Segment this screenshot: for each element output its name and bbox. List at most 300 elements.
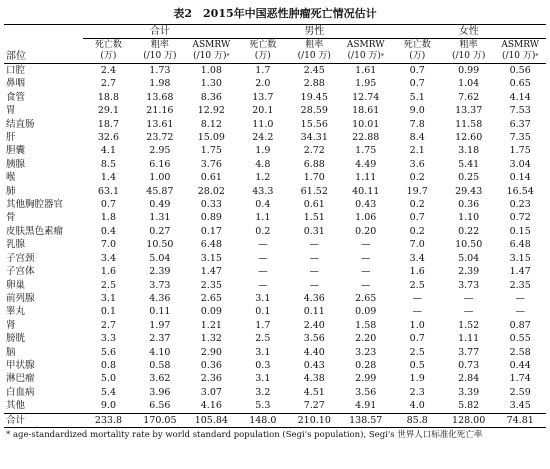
value-cell: 2.39	[458, 266, 480, 278]
value-cell: 9.0	[409, 105, 425, 117]
column-header-line1: 死亡数	[403, 40, 431, 50]
value-cell: 5.04	[149, 252, 171, 264]
value-cell: 0.72	[509, 212, 531, 224]
cancer-site-label: 口腔	[6, 65, 26, 76]
group-header-female: 女性	[391, 25, 546, 39]
value-cell: 0.43	[303, 359, 325, 371]
value-cell: 8.12	[200, 118, 222, 130]
value-cell: 2.58	[509, 346, 531, 358]
value-cell: 4.36	[303, 292, 325, 304]
table-row	[4, 332, 546, 345]
value-cell: 1.04	[458, 78, 480, 90]
value-cell: 2.3	[409, 386, 425, 398]
value-cell: 3.1	[255, 346, 271, 358]
value-cell: 0.2	[409, 225, 425, 237]
value-cell: 20.1	[252, 105, 274, 117]
value-cell: 1.4	[100, 172, 116, 184]
value-cell: —	[463, 306, 474, 318]
value-cell: 4.14	[509, 91, 531, 103]
value-cell: 2.90	[200, 346, 222, 358]
value-cell: 0.73	[458, 359, 480, 371]
value-cell: —	[463, 292, 474, 304]
value-cell: 6.48	[509, 239, 531, 251]
table-row	[4, 252, 546, 265]
value-cell: 0.44	[509, 359, 531, 371]
value-cell: 63.1	[97, 185, 119, 197]
value-cell: 0.2	[409, 172, 425, 184]
value-cell: 2.72	[303, 145, 325, 157]
value-cell: —	[258, 239, 268, 251]
value-cell: 0.36	[200, 359, 222, 371]
value-cell: 10.50	[146, 239, 174, 251]
value-cell: 2.65	[200, 292, 222, 304]
column-header-line1: 死亡数	[94, 40, 122, 50]
column-header-female-1	[443, 39, 494, 64]
value-cell: 2.35	[200, 279, 222, 291]
column-header-total-0	[83, 39, 134, 64]
value-cell: 2.39	[149, 266, 171, 278]
value-cell: 0.49	[149, 199, 171, 211]
value-cell: 3.1	[255, 373, 271, 385]
table-row	[4, 372, 546, 385]
value-cell: 45.87	[146, 185, 174, 197]
value-cell: 19.45	[300, 91, 328, 103]
value-cell: 2.99	[355, 373, 377, 385]
value-cell: 1.75	[509, 145, 531, 157]
cancer-site-label: 乳腺	[6, 239, 26, 251]
value-cell: —	[515, 292, 525, 304]
column-header-line2: (/10 万)	[347, 51, 381, 61]
footnote-marker: *	[226, 53, 230, 60]
column-header-line2: (/10 万)	[502, 51, 536, 61]
value-cell: 8.36	[200, 91, 222, 103]
value-cell: 0.7	[100, 199, 116, 211]
value-cell: 3.1	[255, 292, 271, 304]
value-cell: 138.57	[340, 413, 391, 427]
table-row	[4, 399, 546, 413]
value-cell: 1.95	[355, 78, 377, 90]
value-cell: 23.72	[146, 132, 174, 144]
value-cell: 7.0	[100, 239, 116, 251]
value-cell: 1.7	[255, 65, 271, 76]
value-cell: 2.7	[100, 319, 116, 331]
column-header-line2: (/10 万)	[297, 51, 331, 61]
value-cell: 3.4	[409, 252, 425, 264]
value-cell: 1.47	[509, 266, 531, 278]
value-cell: 0.09	[355, 306, 377, 318]
value-cell: 7.53	[509, 105, 531, 117]
value-cell: 10.01	[352, 118, 380, 130]
value-cell: 9.0	[100, 400, 116, 412]
column-header-total-2	[186, 39, 237, 64]
value-cell: 0.55	[509, 333, 531, 345]
cancer-site-label: 喉	[6, 172, 16, 184]
value-cell: 18.8	[97, 91, 119, 103]
cancer-site-label: 膀胱	[6, 333, 26, 345]
value-cell: 0.5	[409, 359, 425, 371]
column-header-female-2	[494, 39, 546, 64]
value-cell: 1.73	[149, 65, 171, 76]
value-cell: 13.61	[146, 118, 174, 130]
group-header-total: 合计	[83, 25, 237, 39]
value-cell: 3.1	[100, 292, 116, 304]
value-cell: 0.11	[149, 306, 171, 318]
value-cell: 7.62	[458, 91, 480, 103]
value-cell: 0.99	[458, 65, 480, 76]
value-cell: 13.37	[455, 105, 483, 117]
value-cell: 24.2	[252, 132, 274, 144]
value-cell: 28.59	[300, 105, 328, 117]
value-cell: 0.11	[303, 306, 325, 318]
value-cell: 3.15	[509, 252, 531, 264]
value-cell: 4.49	[355, 158, 377, 170]
footnote-marker: *	[380, 53, 384, 60]
value-cell: 40.11	[352, 185, 380, 197]
value-cell: 4.51	[303, 386, 325, 398]
value-cell: 3.3	[100, 333, 116, 345]
value-cell: 0.14	[509, 172, 531, 184]
value-cell: 3.39	[458, 386, 480, 398]
value-cell: 0.87	[509, 319, 531, 331]
value-cell: 4.0	[409, 400, 425, 412]
value-cell: —	[360, 239, 371, 251]
cancer-site-label: 肺	[6, 185, 16, 197]
value-cell: 0.2	[409, 199, 425, 211]
value-cell: 0.20	[355, 225, 377, 237]
value-cell: 0.61	[303, 199, 325, 211]
value-cell: 6.88	[303, 158, 325, 170]
value-cell: 5.82	[458, 400, 480, 412]
value-cell: 4.36	[149, 292, 171, 304]
table-row	[4, 279, 546, 292]
cancer-site-label: 肝	[6, 132, 16, 144]
value-cell: 5.3	[255, 400, 271, 412]
value-cell: 3.76	[200, 158, 222, 170]
value-cell: 1.31	[149, 212, 171, 224]
group-header-male: 男性	[237, 25, 391, 39]
site-column-header: 部位	[4, 25, 83, 64]
value-cell: 4.16	[200, 400, 222, 412]
value-cell: —	[309, 266, 320, 278]
cancer-site-label: 卵巢	[6, 279, 26, 291]
table-row	[4, 77, 546, 90]
value-cell: 1.74	[509, 373, 531, 385]
value-cell: 233.8	[83, 413, 134, 427]
value-cell: 4.38	[303, 373, 325, 385]
table-row	[4, 185, 546, 198]
value-cell: 1.6	[100, 266, 116, 278]
column-header-line1: 粗率	[150, 40, 169, 50]
cancer-site-label: 合计	[4, 413, 83, 427]
cancer-site-label: 胆囊	[6, 145, 26, 157]
cancer-site-label: 骨	[6, 212, 16, 224]
value-cell: 6.56	[149, 400, 171, 412]
value-cell: —	[309, 239, 320, 251]
value-cell: 1.0	[409, 319, 425, 331]
table-row	[4, 158, 546, 171]
table-caption: 表2 2015年中国恶性肿瘤死亡情况估计	[173, 7, 377, 20]
value-cell: 85.8	[391, 413, 442, 427]
value-cell: 2.65	[355, 292, 377, 304]
column-header-line2: (/10 万)	[143, 51, 177, 61]
value-cell: 7.8	[409, 118, 425, 130]
value-cell: 2.5	[255, 333, 271, 345]
value-cell: 3.77	[458, 346, 480, 358]
cancer-site-label: 淋巴瘤	[6, 373, 35, 385]
value-cell: 6.37	[509, 118, 531, 130]
value-cell: 1.47	[200, 266, 222, 278]
value-cell: 0.65	[509, 78, 531, 90]
cancer-site-label: 皮肤黑色素瘤	[6, 225, 64, 237]
value-cell: 148.0	[237, 413, 288, 427]
cancer-site-label: 子宫颈	[6, 252, 35, 264]
value-cell: 3.73	[149, 279, 171, 291]
value-cell: 2.20	[355, 333, 377, 345]
value-cell: 0.28	[355, 359, 377, 371]
table-body	[4, 64, 546, 428]
cancer-site-label: 脑	[6, 346, 16, 358]
value-cell: 11.58	[455, 118, 483, 130]
value-cell: 15.09	[197, 132, 225, 144]
value-cell: 2.84	[458, 373, 480, 385]
cancer-site-label: 子宫体	[6, 266, 35, 278]
value-cell: 4.91	[355, 400, 377, 412]
column-header-male-1	[289, 39, 340, 64]
value-cell: 3.62	[149, 373, 171, 385]
value-cell: 1.08	[200, 65, 222, 76]
value-cell: 2.5	[100, 279, 116, 291]
value-cell: 1.61	[355, 65, 377, 76]
value-cell: 12.74	[352, 91, 380, 103]
value-cell: 6.48	[200, 239, 222, 251]
cancer-site-label: 前列腺	[6, 292, 35, 304]
value-cell: 3.96	[149, 386, 171, 398]
value-cell: 1.32	[200, 333, 222, 345]
value-cell: 2.95	[149, 145, 171, 157]
value-cell: 7.35	[509, 132, 531, 144]
value-cell: 34.31	[300, 132, 328, 144]
column-header-line1: 死亡数	[249, 40, 277, 50]
table-row	[4, 91, 546, 104]
table-row	[4, 118, 546, 131]
table-row	[4, 104, 546, 117]
value-cell: 2.5	[409, 279, 425, 291]
value-cell: 29.43	[455, 185, 483, 197]
value-cell: 2.40	[303, 319, 325, 331]
column-header-female-0	[391, 39, 442, 64]
cancer-site-label: 肾	[6, 319, 16, 331]
value-cell: 0.22	[458, 225, 480, 237]
value-cell: 3.23	[355, 346, 377, 358]
value-cell: 0.7	[409, 78, 425, 90]
value-cell: 2.37	[149, 333, 171, 345]
value-cell: 0.25	[458, 172, 480, 184]
value-cell: 28.02	[197, 185, 225, 197]
value-cell: 0.61	[200, 172, 222, 184]
value-cell: 4.1	[100, 145, 116, 157]
value-cell: 1.98	[149, 78, 171, 90]
value-cell: 4.40	[303, 346, 325, 358]
cancer-site-label: 白血病	[6, 386, 35, 398]
value-cell: —	[258, 279, 268, 291]
value-cell: 5.1	[409, 91, 425, 103]
value-cell: 0.2	[255, 225, 271, 237]
value-cell: 10.50	[455, 239, 483, 251]
value-cell: 1.21	[200, 319, 222, 331]
value-cell: 61.52	[300, 185, 328, 197]
value-cell: 0.33	[200, 199, 222, 211]
value-cell: 43.3	[252, 185, 274, 197]
value-cell: 1.6	[409, 266, 425, 278]
total-row	[4, 413, 546, 427]
value-cell: 1.52	[458, 319, 480, 331]
value-cell: 1.30	[200, 78, 222, 90]
cancer-site-label: 胃	[6, 105, 16, 117]
value-cell: 3.15	[200, 252, 222, 264]
cancer-site-label: 甲状腺	[6, 359, 35, 371]
column-header-total-1	[134, 39, 185, 64]
value-cell: 0.09	[200, 306, 222, 318]
table-row	[4, 359, 546, 372]
value-cell: 0.15	[509, 225, 531, 237]
value-cell: 6.16	[149, 158, 171, 170]
value-cell: 128.00	[443, 413, 494, 427]
value-cell: 16.54	[506, 185, 534, 197]
value-cell: —	[258, 252, 268, 264]
value-cell: 0.58	[149, 359, 171, 371]
value-cell: 3.6	[409, 158, 425, 170]
value-cell: 0.89	[200, 212, 222, 224]
value-cell: 0.8	[100, 359, 116, 371]
table-row	[4, 171, 546, 184]
value-cell: 1.06	[355, 212, 377, 224]
table-row	[4, 386, 546, 399]
value-cell: 2.4	[100, 65, 116, 76]
table-row	[4, 292, 546, 305]
cancer-site-label: 结直肠	[6, 118, 35, 130]
mortality-table	[4, 24, 546, 428]
value-cell: 3.07	[200, 386, 222, 398]
table-row	[4, 131, 546, 144]
value-cell: 2.0	[255, 78, 271, 90]
value-cell: 1.1	[255, 212, 271, 224]
value-cell: 7.0	[409, 239, 425, 251]
column-header-line2: (万)	[100, 51, 117, 61]
cancer-site-label: 其他	[6, 400, 26, 412]
value-cell: 2.5	[409, 346, 425, 358]
group-header-row	[4, 25, 546, 39]
value-cell: 2.45	[303, 65, 325, 76]
value-cell: 12.92	[197, 105, 225, 117]
footnote-marker: *	[535, 53, 539, 60]
value-cell: 3.18	[458, 145, 480, 157]
value-cell: 7.27	[303, 400, 325, 412]
value-cell: 5.41	[458, 158, 480, 170]
value-cell: —	[309, 279, 320, 291]
value-cell: 3.73	[458, 279, 480, 291]
table-row	[4, 305, 546, 318]
value-cell: 13.68	[146, 91, 174, 103]
value-cell: 2.7	[100, 78, 116, 90]
value-cell: 0.7	[409, 333, 425, 345]
value-cell: 0.36	[458, 199, 480, 211]
value-cell: —	[515, 306, 525, 318]
value-cell: 5.6	[100, 346, 116, 358]
value-cell: 1.51	[303, 212, 325, 224]
value-cell: 0.1	[100, 306, 116, 318]
value-cell: 2.59	[509, 386, 531, 398]
table-footnote: * age-standardized mortality rate by world standard population (Segi's population), Segi's 世界人口标准化死亡率	[6, 429, 483, 440]
value-cell: 11.0	[252, 118, 274, 130]
value-cell: 170.05	[134, 413, 185, 427]
value-cell: 0.4	[100, 225, 116, 237]
value-cell: —	[412, 292, 422, 304]
value-cell: 0.27	[149, 225, 171, 237]
value-cell: —	[360, 279, 371, 291]
value-cell: 3.56	[355, 386, 377, 398]
value-cell: 8.4	[409, 132, 425, 144]
column-header-line2: (/10 万)	[193, 51, 227, 61]
value-cell: 0.23	[509, 199, 531, 211]
value-cell: 1.75	[200, 145, 222, 157]
table-row	[4, 238, 546, 251]
value-cell: 1.8	[100, 212, 116, 224]
column-header-line1: 粗率	[305, 40, 324, 50]
value-cell: —	[258, 266, 268, 278]
value-cell: 1.11	[355, 172, 377, 184]
value-cell: 2.1	[409, 145, 425, 157]
cancer-site-label: 睾丸	[6, 306, 26, 318]
value-cell: 2.88	[303, 78, 325, 90]
value-cell: 21.16	[146, 105, 174, 117]
value-cell: 5.4	[100, 386, 116, 398]
value-cell: 19.7	[406, 185, 428, 197]
cancer-site-label: 鼻咽	[6, 78, 26, 90]
value-cell: 13.7	[252, 91, 274, 103]
cancer-site-label: 其他胸腔器官	[6, 199, 64, 211]
value-cell: 0.56	[509, 65, 531, 76]
cancer-site-label: 食管	[6, 91, 26, 103]
value-cell: 1.58	[355, 319, 377, 331]
value-cell: 74.81	[494, 413, 546, 427]
value-cell: 0.31	[303, 225, 325, 237]
value-cell: —	[360, 252, 371, 264]
value-cell: 22.88	[352, 132, 380, 144]
value-cell: 1.7	[255, 319, 271, 331]
value-cell: 1.2	[255, 172, 271, 184]
value-cell: —	[360, 266, 371, 278]
value-cell: 1.75	[355, 145, 377, 157]
column-header-line1: 粗率	[459, 40, 478, 50]
value-cell: 1.00	[149, 172, 171, 184]
value-cell: 5.04	[458, 252, 480, 264]
value-cell: 1.97	[149, 319, 171, 331]
column-header-line1: ASMRW	[346, 40, 385, 50]
value-cell: 1.9	[255, 145, 271, 157]
value-cell: 0.17	[200, 225, 222, 237]
value-cell: 3.56	[303, 333, 325, 345]
value-cell: 0.3	[255, 359, 271, 371]
table-row	[4, 64, 546, 78]
cancer-site-label: 胰腺	[6, 158, 26, 170]
value-cell: 0.7	[409, 212, 425, 224]
value-cell: 18.7	[97, 118, 119, 130]
value-cell: 105.84	[186, 413, 237, 427]
value-cell: 2.36	[200, 373, 222, 385]
table-row	[4, 319, 546, 332]
column-header-line2: (万)	[254, 51, 271, 61]
value-cell: 15.56	[300, 118, 328, 130]
